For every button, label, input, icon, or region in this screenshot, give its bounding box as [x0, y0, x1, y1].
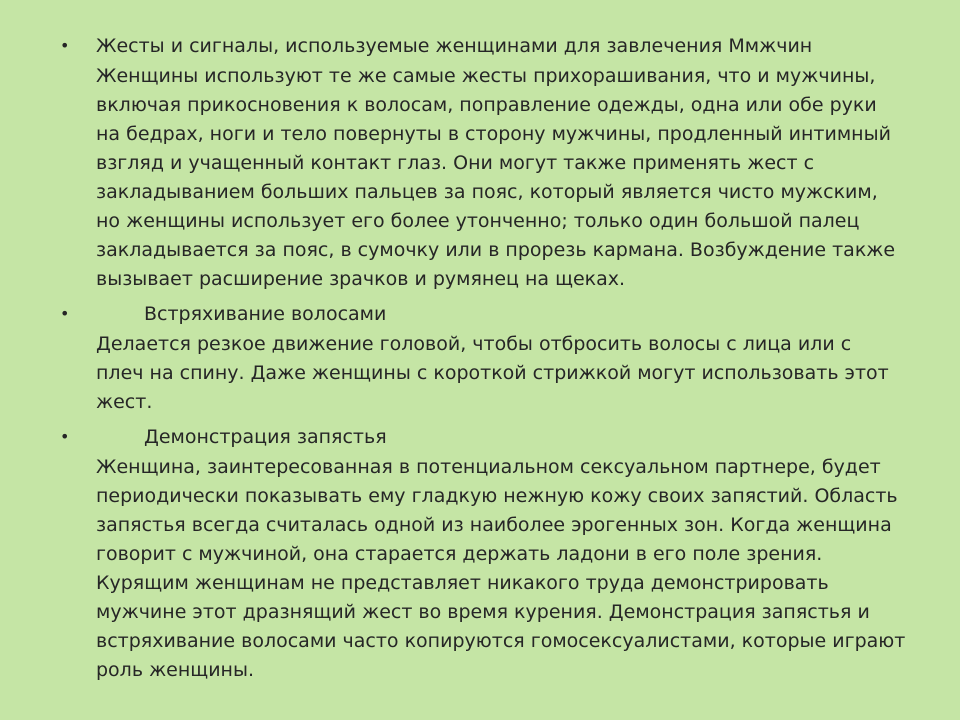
paragraph-line: периодически показывать ему гладкую нежную кожу своих запястий. Область	[96, 485, 898, 507]
section-heading: Встряхивание волосами	[144, 303, 387, 325]
paragraph-line: закладывается за пояс, в сумочку или в прорезь кармана. Возбуждение также	[96, 239, 896, 261]
paragraph-line: мужчине этот дразнящий жест во время курения. Демонстрация запястья и	[96, 601, 870, 623]
section-flirting-gestures	[60, 30, 920, 294]
section-hair-toss	[60, 298, 920, 417]
paragraph-line: вызывает расширение зрачков и румянец на щеках.	[96, 268, 626, 290]
paragraph-line: Женщина, заинтересованная в потенциальном сексуальном партнере, будет	[96, 456, 881, 478]
paragraph-line: но женщины использует его более утонченно; только один большой палец	[96, 210, 860, 232]
paragraph-line: включая прикосновения к волосам, поправление одежды, одна или обе руки	[96, 94, 877, 116]
section-paragraph	[96, 453, 926, 685]
section-wrist-display	[60, 421, 920, 685]
paragraph-line: плеч на спину. Даже женщины с короткой стрижкой могут использовать этот	[96, 362, 889, 384]
bullet-item	[60, 421, 920, 453]
bullet-item	[60, 298, 920, 330]
paragraph-line: Делается резкое движение головой, чтобы отбросить волосы с лица или с	[96, 333, 852, 355]
paragraph-line: встряхивание волосами часто копируются гомосексуалистами, которые играют	[96, 630, 906, 652]
bullet-icon: •	[60, 304, 70, 323]
paragraph-line: говорит с мужчиной, она старается держать ладони в его поле зрения.	[96, 543, 823, 565]
paragraph-line: Курящим женщинам не представляет никакого труда демонстрировать	[96, 572, 829, 594]
bullet-icon: •	[60, 36, 70, 55]
slide-content	[60, 30, 920, 689]
paragraph-line: на бедрах, ноги и тело повернуты в сторону мужчины, продленный интимный	[96, 123, 891, 145]
section-paragraph	[96, 330, 926, 417]
paragraph-line: Женщины используют те же самые жесты прихорашивания, что и мужчины,	[96, 65, 876, 87]
section-heading: Жесты и сигналы, используемые женщинами для завлечения Ммжчин	[96, 35, 813, 57]
paragraph-line: закладыванием больших пальцев за пояс, который является чисто мужским,	[96, 181, 878, 203]
bullet-item	[60, 30, 920, 62]
paragraph-line: жест.	[96, 391, 153, 413]
section-heading: Демонстрация запястья	[144, 426, 387, 448]
section-paragraph	[96, 62, 926, 294]
paragraph-line: запястья всегда считалась одной из наиболее эрогенных зон. Когда женщина	[96, 514, 892, 536]
paragraph-line: взгляд и учащенный контакт глаз. Они могут также применять жест с	[96, 152, 815, 174]
bullet-icon: •	[60, 427, 70, 446]
paragraph-line: роль женщины.	[96, 659, 255, 681]
